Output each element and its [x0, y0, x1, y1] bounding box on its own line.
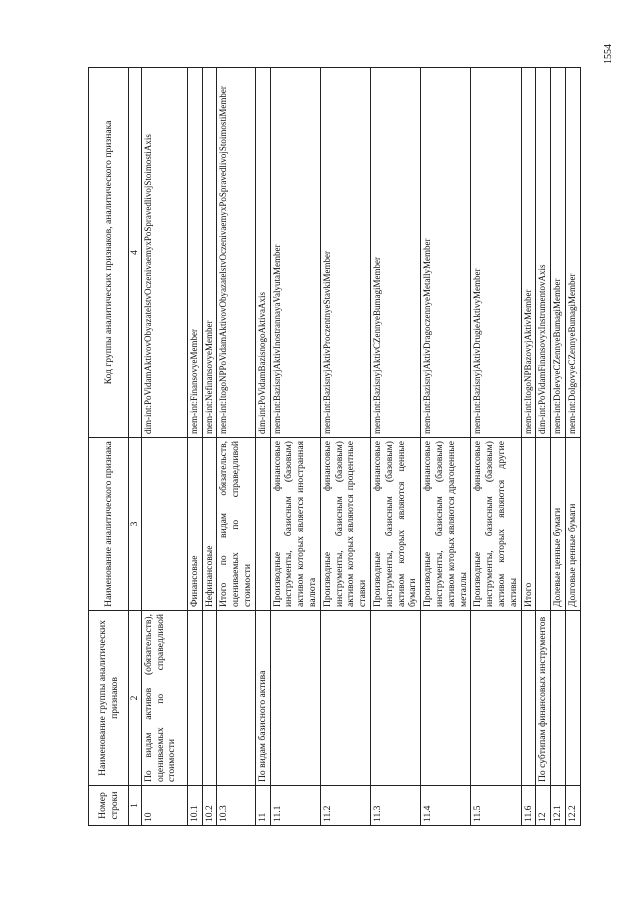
feature-name: Производные финансовые инструменты, базисным (базовым) активом которых являются драгоценные металлы	[421, 438, 471, 611]
analytic-features-table	[88, 67, 581, 826]
column-number-row	[129, 68, 142, 826]
row-number: 10.3	[217, 786, 255, 826]
header-feature-name: Наименование аналитического признака	[89, 438, 129, 611]
feature-name: Нефинансовые	[202, 438, 217, 611]
header-code: Код группы аналитических признаков, аналитического признака	[89, 68, 129, 438]
row-number: 11.6	[521, 786, 536, 826]
row-number: 10	[141, 786, 187, 826]
feature-code: mem-int:BazisnyjAktivDragoczennyeMetallyMember	[421, 68, 471, 438]
group-name	[270, 611, 320, 786]
table-header-row	[89, 68, 129, 826]
table-row	[565, 68, 580, 826]
group-name	[370, 611, 420, 786]
feature-code: mem-int:ItogoNPPoVidamAktivovObyazatelstvOczenivaemyxPoSpravedlivojStoimostiMember	[217, 68, 255, 438]
row-number: 11.1	[270, 786, 320, 826]
table-row	[551, 68, 566, 826]
feature-name: Итого по видам обязательств, оцениваемых по справедливой стоимости	[217, 438, 255, 611]
row-number: 11.2	[320, 786, 370, 826]
group-name	[217, 611, 255, 786]
feature-code: mem-int:FinansovyeMember	[187, 68, 202, 438]
table-row	[471, 68, 521, 826]
row-number: 10.1	[187, 786, 202, 826]
row-number: 11.5	[471, 786, 521, 826]
feature-name	[255, 438, 270, 611]
feature-name	[536, 438, 551, 611]
row-number: 12	[536, 786, 551, 826]
table-row	[421, 68, 471, 826]
group-name	[202, 611, 217, 786]
row-number: 11.4	[421, 786, 471, 826]
feature-code: mem-int:BazisnyjAktivInostrannayaValyutaMember	[270, 68, 320, 438]
column-number: 2	[129, 611, 142, 786]
row-number: 11	[255, 786, 270, 826]
feature-name: Долговые ценные бумаги	[565, 438, 580, 611]
group-name	[521, 611, 536, 786]
feature-code: mem-int:BazisnyjAktivCZennyeBumagiMember	[370, 68, 420, 438]
table-row	[255, 68, 270, 826]
table-row	[187, 68, 202, 826]
page-number: 1554	[603, 44, 614, 64]
table-row	[270, 68, 320, 826]
header-group-name: Наименование группы аналитических признаков	[89, 611, 129, 786]
table-row	[521, 68, 536, 826]
row-number: 12.2	[565, 786, 580, 826]
feature-code: mem-int:BazisnyjAktivDrugieAktivyMember	[471, 68, 521, 438]
table-row	[320, 68, 370, 826]
feature-code: mem-int:NefinansovyeMember	[202, 68, 217, 438]
feature-code: dim-int:PoVidamAktivovObyazatelstvOczenivaemyxPoSpravedlivojStoimostiAxis	[141, 68, 187, 438]
header-row-number: Номер строки	[89, 786, 129, 826]
row-number: 11.3	[370, 786, 420, 826]
table-row	[370, 68, 420, 826]
table-row	[536, 68, 551, 826]
table-row	[141, 68, 187, 826]
feature-name: Производные финансовые инструменты, базисным (базовым) активом которых являются другие активы	[471, 438, 521, 611]
column-number: 1	[129, 786, 142, 826]
feature-name: Производные финансовые инструменты, базисным (базовым) активом которых являются ценные бумаги	[370, 438, 420, 611]
table-row	[202, 68, 217, 826]
group-name	[565, 611, 580, 786]
feature-name: Производные финансовые инструменты, базисным (базовым) активом которых являются процентные ставки	[320, 438, 370, 611]
group-name	[187, 611, 202, 786]
feature-name: Итого	[521, 438, 536, 611]
table-row	[217, 68, 255, 826]
feature-name	[141, 438, 187, 611]
feature-code: dim-int:PoVidamFinansovyxInstrumentovAxis	[536, 68, 551, 438]
group-name: По видам активов (обязательств), оцениваемых по справедливой стоимости	[141, 611, 187, 786]
row-number: 10.2	[202, 786, 217, 826]
column-number: 4	[129, 68, 142, 438]
feature-name: Долевые ценные бумаги	[551, 438, 566, 611]
group-name: По субтипам финансовых инструментов	[536, 611, 551, 786]
feature-name: Производные финансовые инструменты, базисным (базовым) активом которых является иностранная валюта	[270, 438, 320, 611]
feature-code: mem-int:ItogoNPBazovyjAktivMember	[521, 68, 536, 438]
group-name	[471, 611, 521, 786]
group-name: По видам базисного актива	[255, 611, 270, 786]
feature-code: mem-int:DolevyeCZennyeBumagiMember	[551, 68, 566, 438]
feature-code: dim-int:PoVidamBazisnogoAktivaAxis	[255, 68, 270, 438]
group-name	[421, 611, 471, 786]
group-name	[320, 611, 370, 786]
column-number: 3	[129, 438, 142, 611]
feature-name: Финансовые	[187, 438, 202, 611]
rotated-page-content	[88, 68, 581, 826]
feature-code: mem-int:DolgovyeCZennyeBumagiMember	[565, 68, 580, 438]
group-name	[551, 611, 566, 786]
feature-code: mem-int:BazisnyjAktivProczentnyeStavkiMember	[320, 68, 370, 438]
row-number: 12.1	[551, 786, 566, 826]
